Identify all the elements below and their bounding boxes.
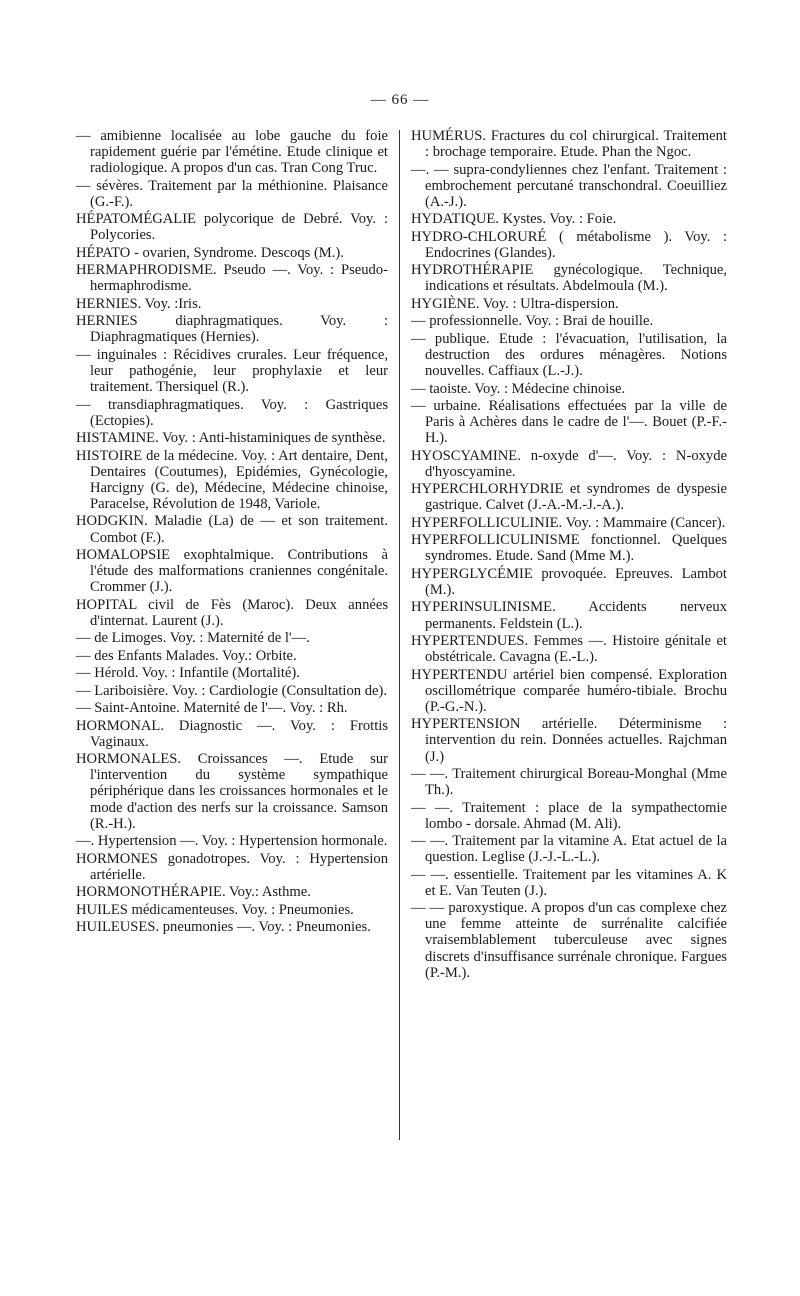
index-entry: — inguinales : Récidives crurales. Leur fréquence, leur pathogénie, leur prophylaxie et leur traitement. Thersiquel (R.). [76, 346, 388, 396]
index-entry: — amibienne localisée au lobe gauche du foie rapidement guérie par l'émétine. Etude clinique et radiologique. A propos d'un cas. Tran Cong Truc. [76, 128, 388, 177]
index-entry: HORMONES gonadotropes. Voy. : Hypertension artérielle. [76, 850, 388, 883]
index-entry: HYDRO-CHLORURÉ ( métabolisme ). Voy. : Endocrines (Glandes). [411, 228, 727, 261]
index-entry: HERMAPHRODISME. Pseudo —. Voy. : Pseudo-hermaphrodisme. [76, 262, 388, 295]
right-column [411, 128, 727, 982]
index-entry: HYPERFOLLICULINIE. Voy. : Mammaire (Cancer). [411, 514, 726, 531]
index-entry: — —. Traitement : place de la sympathectomie lombo - dorsale. Ahmad (M. Ali). [411, 799, 727, 832]
index-entry: HÉPATOMÉGALIE polycorique de Debré. Voy. : Polycories. [76, 211, 388, 244]
index-entry: HYPERTENDU artériel bien compensé. Exploration oscillométrique comparée huméro-tibiale. Brochu (P.-G.-N.). [411, 666, 727, 715]
index-entry: HYPERFOLLICULINISME fonctionnel. Quelques syndromes. Etude. Sand (Mme M.). [411, 532, 727, 565]
index-entry: — sévères. Traitement par la méthionine. Plaisance (G.-F.). [76, 177, 388, 210]
index-entry: — — paroxystique. A propos d'un cas complexe chez une femme atteinte de surrénalite calcifiée vraisemblablement tuberculeuse avec signes discrets d'insuffisance surrénale chronique. Fargues (P.-M.). [411, 900, 727, 981]
index-entry: — transdiaphragmatiques. Voy. : Gastriques (Ectopies). [76, 396, 388, 429]
index-entry: — Saint-Antoine. Maternité de l'—. Voy. : Rh. [76, 700, 348, 717]
index-entry: HYPERTENSION artérielle. Déterminisme : intervention du rein. Données actuelles. Rajchman (J.) [411, 716, 727, 765]
index-entry: —. — supra-condyliennes chez l'enfant. Traitement : embrochement percutané transchondral. Coeuilliez (A.-J.). [411, 161, 727, 210]
index-entry: — —. Traitement par la vitamine A. Etat actuel de la question. Leglise (J.-J.-L.-L.). [411, 833, 727, 866]
index-entry: — —. essentielle. Traitement par les vitamines A. K et E. Van Teuten (J.). [411, 866, 727, 899]
index-entry: — des Enfants Malades. Voy.: Orbite. [76, 647, 297, 664]
index-entry: — urbaine. Réalisations effectuées par la ville de Paris à Achères dans le cadre de l'—. Bouet (P.-F.-H.). [411, 398, 727, 447]
index-entry: HOMALOPSIE exophtalmique. Contributions à l'étude des malformations craniennes congénitale. Crommer (J.). [76, 547, 388, 596]
index-entry: HORMONAL. Diagnostic —. Voy. : Frottis Vaginaux. [76, 717, 388, 750]
index-entry: — Hérold. Voy. : Infantile (Mortalité). [76, 665, 300, 682]
index-entry: HYPERTENDUES. Femmes —. Histoire génitale et obstétricale. Cavagna (E.-L.). [411, 633, 727, 666]
index-entry: — de Limoges. Voy. : Maternité de l'—. [76, 630, 310, 647]
index-entry: HISTAMINE. Voy. : Anti-histaminiques de synthèse. [76, 430, 386, 447]
index-entry: HUILES médicamenteuses. Voy. : Pneumonies. [76, 901, 354, 918]
index-entry: HYDATIQUE. Kystes. Voy. : Foie. [411, 211, 617, 228]
index-entry: —. Hypertension —. Voy. : Hypertension hormonale. [76, 833, 388, 850]
index-entry: HYPERCHLORHYDRIE et syndromes de dyspesie gastrique. Calvet (J.-A.-M.-J.-A.). [411, 481, 727, 514]
index-entry: — Lariboisière. Voy. : Cardiologie (Consultation de). [76, 682, 388, 699]
index-entry: HODGKIN. Maladie (La) de — et son traitement. Combot (F.). [76, 513, 388, 546]
index-entry: HYGIÈNE. Voy. : Ultra-dispersion. [411, 295, 619, 312]
index-entry: — publique. Etude : l'évacuation, l'utilisation, la destruction des ordures ménagères. Notions nouvelles. Caffiaux (L.-J.). [411, 330, 727, 380]
index-entry: HÉPATO - ovarien, Syndrome. Descoqs (M.). [76, 244, 344, 261]
index-entry: HUMÉRUS. Fractures du col chirurgical. Traitement : brochage temporaire. Etude. Phan the Ngoc. [411, 128, 727, 161]
left-column [76, 128, 388, 937]
page-number: — 66 — [370, 92, 430, 108]
index-entry: HUILEUSES. pneumonies —. Voy. : Pneumonies. [76, 919, 371, 936]
index-entry: — professionnelle. Voy. : Brai de houille. [411, 313, 654, 330]
index-entry: HYDROTHÉRAPIE gynécologique. Technique, indications et résultats. Abdelmoula (M.). [411, 262, 727, 295]
index-entry: HERNIES diaphragmatiques. Voy. : Diaphragmatiques (Hernies). [76, 313, 388, 346]
index-entry: — —. Traitement chirurgical Boreau-Monghal (Mme Th.). [411, 765, 727, 799]
index-entry: — taoiste. Voy. : Médecine chinoise. [411, 380, 626, 397]
index-entry: HOPITAL civil de Fès (Maroc). Deux années d'internat. Laurent (J.). [76, 596, 388, 629]
index-entry: HISTOIRE de la médecine. Voy. : Art dentaire, Dent, Dentaires (Coutumes), Epidémies, Gynécologie, Harcigny (G. de), Médecine, Médecine chinoise, Paracelse, Révolution de 1948, Variole. [76, 447, 388, 512]
index-entry: HYPERINSULINISME. Accidents nerveux permanents. Feldstein (L.). [411, 599, 727, 632]
index-entry: HYOSCYAMINE. n-oxyde d'—. Voy. : N-oxyde d'hyoscyamine. [411, 447, 727, 480]
index-entry: HORMONALES. Croissances —. Etude sur l'intervention du système sympathique périphérique dans les croissances hormonales et le mode d'action des nerfs sur la croissance. Samson (R.-H.). [76, 751, 388, 832]
column-divider [399, 130, 400, 1140]
index-entry: HYPERGLYCÉMIE provoquée. Epreuves. Lambot (M.). [411, 565, 727, 598]
index-entry: HERNIES. Voy. :Iris. [76, 295, 202, 312]
index-entry: HORMONOTHÉRAPIE. Voy.: Asthme. [76, 884, 311, 901]
